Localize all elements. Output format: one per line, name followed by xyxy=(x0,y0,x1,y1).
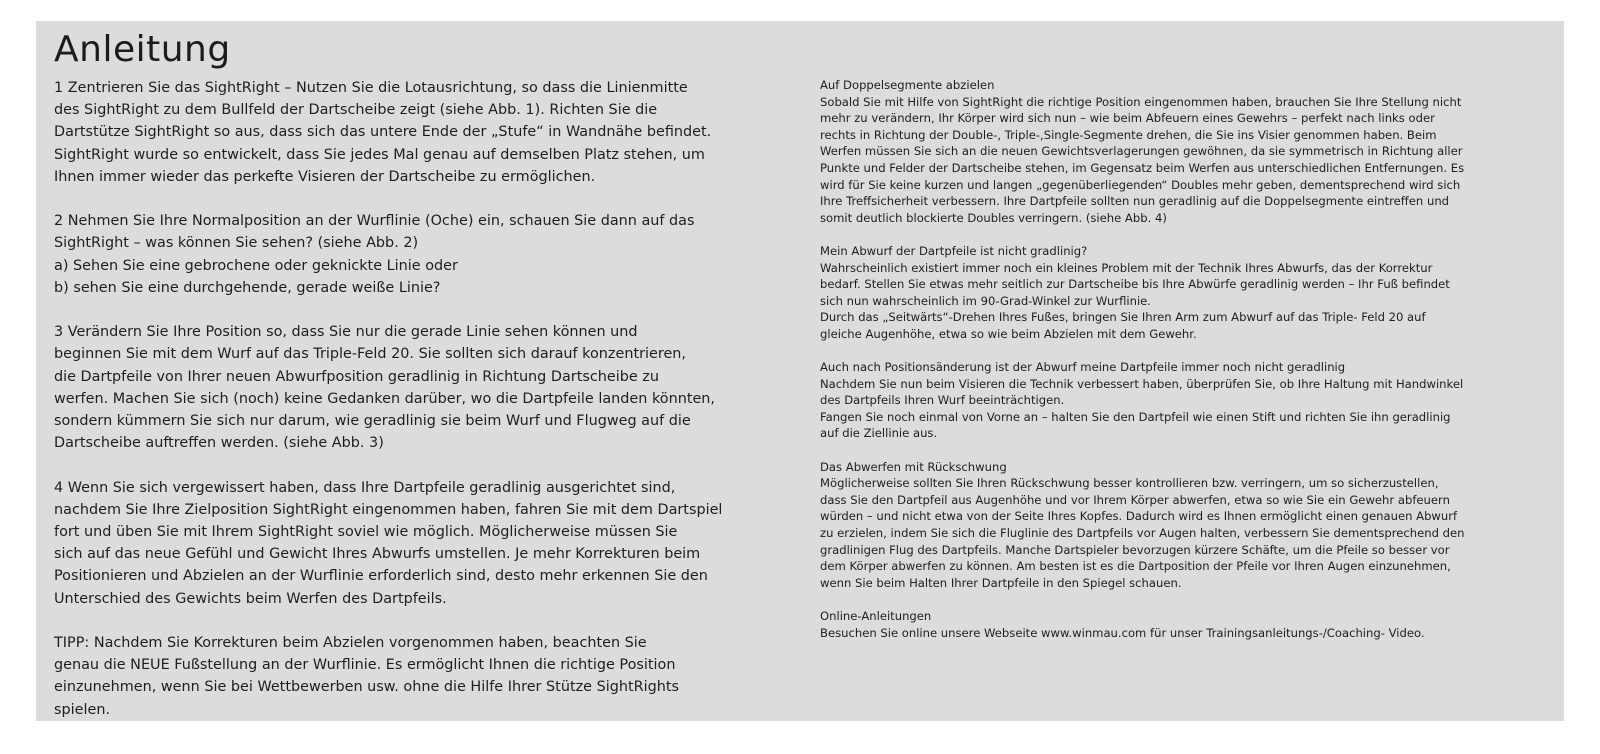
right-column xyxy=(820,77,1550,658)
page-title: Anleitung xyxy=(54,29,231,70)
text-line: b) sehen Sie eine durchgehende, gerade weiße Linie? xyxy=(54,279,441,296)
section-heading: Das Abwerfen mit Rückschwung xyxy=(820,459,1007,474)
text-line: somit deutlich blockierte Doubles verringern. (siehe Abb. 4) xyxy=(820,210,1167,225)
text-line: Sobald Sie mit Hilfe von SightRight die richtige Position eingenommen haben, brauchen Sie Ihre Stellung nicht xyxy=(820,94,1462,109)
tip-paragraph xyxy=(54,632,806,721)
text-line: Punkte und Felder der Dartscheibe stehen, im Gegensatz beim Werfen aus unterschiedlichen Entfernungen. Es xyxy=(820,160,1465,175)
text-line: zu erzielen, indem Sie sich die Fluglinie des Dartpfeils vor Augen halten, verbessern Sie dementsprechend den xyxy=(820,526,1465,541)
text-line: dem Körper abwerfen zu können. Am besten ist es die Dartposition der Pfeile vor Ihren Augen einzunehmen, xyxy=(820,559,1451,574)
text-line: mehr zu verändern, Ihr Körper wird sich nun – wie beim Abfeuern eines Gewehrs – perfekt nach links oder xyxy=(820,111,1435,126)
text-line: des Dartpfeils Ihren Wurf beeinträchtigen. xyxy=(820,393,1065,408)
text-line: sich auf das neue Gefühl und Gewicht Ihres Abwurfs umstellen. Je mehr Korrekturen beim xyxy=(54,546,701,563)
section-heading: Online-Anleitungen xyxy=(820,609,932,623)
section-after-position-change xyxy=(820,359,1550,442)
text-line: Positionieren und Abzielen an der Wurflinie erforderlich sind, desto mehr erkennen Sie den xyxy=(54,568,708,585)
text-line: werfen. Machen Sie sich (noch) keine Gedanken darüber, wo die Dartpfeile landen könnten, xyxy=(54,390,716,407)
text-line: die Dartpfeile von Ihrer neuen Abwurfposition geradlinig in Richtung Dartscheibe zu xyxy=(54,368,659,385)
text-line: a) Sehen Sie eine gebrochene oder geknickte Linie oder xyxy=(54,257,458,274)
text-line: sondern kümmern Sie sich nur darum, wie geradlinig sie beim Wurf und Flugweg auf die xyxy=(54,413,691,430)
text-line: wenn Sie beim Halten Ihrer Dartpfeile in den Spiegel schauen. xyxy=(820,575,1182,590)
section-heading: Auf Doppelsegmente abzielen xyxy=(820,78,995,92)
text-line: würden – und nicht etwa von der Seite Ihres Kopfes. Dadurch wird es Ihnen ermöglicht einen genauen Abwurf xyxy=(820,509,1458,524)
text-line: auf die Ziellinie aus. xyxy=(820,426,938,441)
text-line: fort und üben Sie mit Ihrem SightRight soviel wie möglich. Möglicherweise müssen Sie xyxy=(54,524,678,541)
text-line: 3 Verändern Sie Ihre Position so, dass Sie nur die gerade Linie sehen können und xyxy=(54,324,638,341)
step-2-paragraph xyxy=(54,210,806,299)
text-line: TIPP: Nachdem Sie Korrekturen beim Abzielen vorgenommen haben, beachten Sie xyxy=(54,635,647,652)
text-line: spielen. xyxy=(54,701,111,718)
text-line: Dartstütze SightRight so aus, dass sich das untere Ende der „Stufe“ in Wandnähe befindet. xyxy=(54,124,712,141)
text-line: dass Sie den Dartpfeil aus Augenhöhe und vor Ihrem Körper abwerfen, etwa so wie Sie ein Gewehr abfeuern xyxy=(820,492,1450,507)
text-line: rechts in Richtung der Double-, Triple-,Single-Segmente drehen, die Sie ins Visier genommen haben. Beim xyxy=(820,127,1437,142)
text-line: nachdem Sie Ihre Zielposition SightRight eingenommen haben, fahren Sie mit dem Dartspiel xyxy=(54,501,723,518)
step-1-paragraph xyxy=(54,77,806,188)
text-line: bedarf. Stellen Sie etwas mehr seitlich zur Dartscheibe bis Ihre Abwürfe geradlinig werden – Ihr Fuß befindet xyxy=(820,277,1450,292)
text-line: Unterschied des Gewichts beim Werfen des Dartpfeils. xyxy=(54,590,447,607)
text-line: Fangen Sie noch einmal von Vorne an – halten Sie den Dartpfeil wie einen Stift und richten Sie ihn geradlinig xyxy=(820,409,1451,424)
text-line: Besuchen Sie online unsere Webseite www.winmau.com für unser Trainingsanleitungs-/Coaching- Video. xyxy=(820,625,1425,640)
text-line: Wahrscheinlich existiert immer noch ein kleines Problem mit der Technik Ihres Abwurfs, das der Korrektur xyxy=(820,260,1433,275)
text-line: Nachdem Sie nun beim Visieren die Technik verbessert haben, überprüfen Sie, ob Ihre Haltung mit Handwinkel xyxy=(820,376,1464,391)
text-line: des SightRight zu dem Bullfeld der Dartscheibe zeigt (siehe Abb. 1). Richten Sie die xyxy=(54,102,658,119)
text-line: 4 Wenn Sie sich vergewissert haben, dass Ihre Dartpfeile geradlinig ausgerichtet sind, xyxy=(54,479,676,496)
section-heading: Auch nach Positionsänderung ist der Abwurf meine Dartpfeile immer noch nicht geradlinig xyxy=(820,360,1346,375)
text-line: Dartscheibe auftreffen werden. (siehe Abb. 3) xyxy=(54,435,384,452)
text-line: Ihnen immer wieder das perkefte Visieren der Dartscheibe zu ermöglichen. xyxy=(54,168,596,185)
section-backswing xyxy=(820,459,1550,592)
text-line: SightRight – was können Sie sehen? (siehe Abb. 2) xyxy=(54,235,419,252)
text-line: 1 Zentrieren Sie das SightRight – Nutzen Sie die Lotausrichtung, so dass die Linienmitte xyxy=(54,80,688,96)
section-double-segments xyxy=(820,77,1550,226)
text-line: Möglicherweise sollten Sie Ihren Rückschwung besser kontrollieren bzw. verringern, um so sicherzustellen, xyxy=(820,476,1439,491)
text-line: beginnen Sie mit dem Wurf auf das Triple-Feld 20. Sie sollten sich darauf konzentrieren, xyxy=(54,346,686,363)
text-line: Durch das „Seitwärts“-Drehen Ihres Fußes, bringen Sie Ihren Arm zum Abwurf auf das Triple- Feld 20 auf xyxy=(820,310,1426,325)
section-online-guides xyxy=(820,608,1550,641)
text-line: 2 Nehmen Sie Ihre Normalposition an der Wurflinie (Oche) ein, schauen Sie dann auf das xyxy=(54,213,695,230)
text-line: wird für Sie keine kurzen und langen „gegenüberliegenden“ Doubles mehr geben, dementsprechend wird sich xyxy=(820,177,1461,192)
text-line: gleiche Augenhöhe, etwa so wie beim Abzielen mit dem Gewehr. xyxy=(820,326,1197,341)
text-line: gradlinigen Flug des Dartpfeils. Manche Dartspieler bevorzugen kürzere Schäfte, um die Pfeile so besser vor xyxy=(820,542,1450,557)
text-line: sich nun wahrscheinlich im 90-Grad-Winkel zur Wurflinie. xyxy=(820,293,1151,308)
text-line: genau die NEUE Fußstellung an der Wurflinie. Es ermöglicht Ihnen die richtige Position xyxy=(54,657,676,674)
step-3-paragraph xyxy=(54,321,806,454)
section-heading: Mein Abwurf der Dartpfeile ist nicht gradlinig? xyxy=(820,243,1088,258)
text-line: Werfen müssen Sie sich an die neuen Gewichtsverlagerungen gewöhnen, da sie symmetrisch in Richtung aller xyxy=(820,144,1463,159)
text-line: einzunehmen, wenn Sie bei Wettbewerben usw. ohne die Hilfe Ihrer Stütze SightRights xyxy=(54,679,679,696)
text-line: SightRight wurde so entwickelt, dass Sie jedes Mal genau auf demselben Platz stehen, um xyxy=(54,146,705,163)
step-4-paragraph xyxy=(54,477,806,610)
section-not-straight xyxy=(820,243,1550,343)
left-column xyxy=(54,77,806,743)
text-line: Ihre Treffsicherheit verbessern. Ihre Dartpfeile sollten nun geradlinig auf die Doppelsegmente eintreffen und xyxy=(820,194,1450,209)
